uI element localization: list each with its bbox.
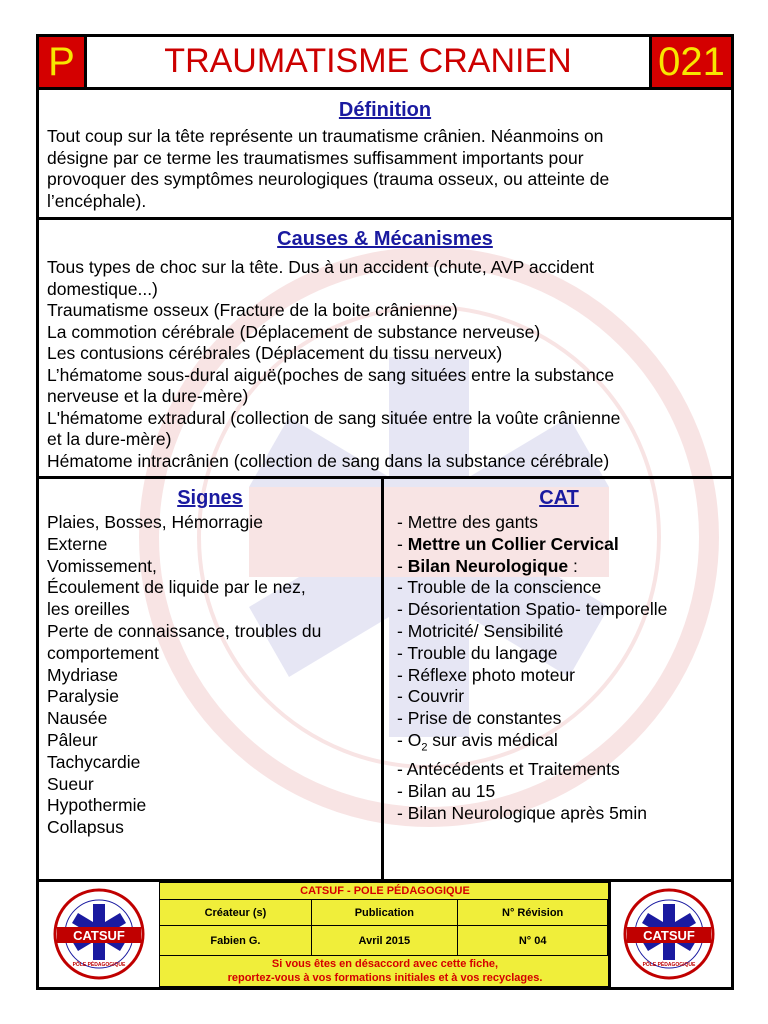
cat-item-suffix: sur avis médical xyxy=(427,729,558,750)
cat-item: - Bilan Neurologique après 5min xyxy=(397,802,647,823)
signes-item: Plaies, Bosses, Hémorragie xyxy=(47,512,263,532)
footer-info-table xyxy=(159,882,611,987)
cat-item: - Couvrir xyxy=(397,686,465,707)
logo-subtext: PÔLE PÉDAGOGIQUE xyxy=(72,962,126,968)
cat-item: - Antécédents et Traitements xyxy=(397,759,620,780)
causes-line: Les contusions cérébrales (Déplacement du tissu nerveux) xyxy=(47,343,503,363)
catsuf-logo-icon xyxy=(611,882,728,987)
footer-notice-line: Si vous êtes en désaccord avec cette fiche, xyxy=(271,958,499,970)
two-column-section xyxy=(39,479,731,882)
cat-item: - Prise de constantes xyxy=(397,708,562,729)
causes-section xyxy=(39,220,731,479)
definition-line: l’encéphale). xyxy=(47,190,147,211)
causes-line: L'hématome extradural (collection de sang située entre la voûte crânienne xyxy=(47,407,621,428)
sheet-number-badge: 021 xyxy=(649,37,731,87)
definition-heading: Définition xyxy=(338,99,432,121)
logo-left xyxy=(39,882,162,987)
cat-item-suffix: : xyxy=(568,555,578,576)
causes-line: Hématome intracrânien (collection de sang dans la substance cérébrale) xyxy=(47,450,610,471)
cat-item xyxy=(397,556,721,578)
signes-heading: Signes xyxy=(177,487,243,509)
cat-item xyxy=(397,730,721,759)
protocol-sheet xyxy=(36,34,734,990)
causes-line: Tous types de choc sur la tête. Dus à un accident (chute, AVP accident xyxy=(47,257,595,277)
signes-item: Collapsus xyxy=(47,817,124,838)
causes-heading: Causes & Mécanismes xyxy=(277,228,493,250)
cat-item: - Désorientation Spatio- temporelle xyxy=(397,599,668,620)
footer-col-revision: N° Révision xyxy=(457,900,608,926)
signes-item: Externe xyxy=(47,533,108,554)
definition-line: provoquer des symptômes neurologiques (trauma osseux, ou atteinte de xyxy=(47,169,610,189)
signes-item: les oreilles xyxy=(47,599,130,620)
causes-line: nerveuse et la dure-mère) xyxy=(47,386,249,406)
footer-creator: Fabien G. xyxy=(160,926,312,956)
footer-notice xyxy=(160,956,611,987)
header xyxy=(39,37,731,90)
cat-item: - Mettre des gants xyxy=(397,512,539,532)
cat-item: - Trouble de la conscience xyxy=(397,577,602,598)
cat-item: - Réflexe photo moteur xyxy=(397,664,576,685)
footer-publication: Avril 2015 xyxy=(311,926,457,956)
cat-item: - Trouble du langage xyxy=(397,642,558,663)
definition-line: désigne par ce terme les traumatismes suffisamment importants pour xyxy=(47,147,584,168)
signes-item: Sueur xyxy=(47,773,94,794)
logo-text: CATSUF xyxy=(73,928,125,943)
signes-item: Pâleur xyxy=(47,729,98,750)
signes-item: Perte de connaissance, troubles du xyxy=(47,620,322,641)
footer-revision: N° 04 xyxy=(457,926,608,956)
logo-text: CATSUF xyxy=(643,928,695,943)
cat-heading: CAT xyxy=(539,487,579,509)
signes-item: Écoulement de liquide par le nez, xyxy=(47,577,306,598)
footer-notice-line: reportez-vous à vos formations initiales et à vos recyclages. xyxy=(227,972,543,984)
signes-item: Nausée xyxy=(47,708,108,729)
cat-item-subscript: 2 xyxy=(421,741,428,754)
logo-right xyxy=(608,882,731,987)
cat-item-bold: Bilan Neurologique xyxy=(407,555,569,576)
signes-item: Tachycardie xyxy=(47,751,141,772)
definition-line: Tout coup sur la tête représente un traumatisme crânien. Néanmoins on xyxy=(47,126,604,146)
causes-line: domestique...) xyxy=(47,278,158,299)
cat-item: - Motricité/ Sensibilité xyxy=(397,620,564,641)
cat-item xyxy=(397,534,721,556)
signes-item: comportement xyxy=(47,642,159,663)
signes-item: Hypothermie xyxy=(47,795,147,816)
cat-item-prefix: - O xyxy=(397,729,422,750)
cat-item: - Bilan au 15 xyxy=(397,781,496,802)
signes-item: Paralysie xyxy=(47,686,119,707)
logo-subtext: PÔLE PÉDAGOGIQUE xyxy=(642,962,696,968)
cat-column xyxy=(387,479,731,879)
definition-text xyxy=(47,126,723,212)
causes-line: et la dure-mère) xyxy=(47,429,172,449)
causes-line: Traumatisme osseux (Fracture de la boite crânienne) xyxy=(47,300,458,320)
causes-text xyxy=(47,257,723,472)
page-title: TRAUMATISME CRANIEN xyxy=(164,42,572,80)
footer xyxy=(39,882,731,987)
catsuf-logo-icon xyxy=(39,882,159,987)
signes-column xyxy=(39,479,384,879)
causes-line: La commotion cérébrale (Déplacement de substance nerveuse) xyxy=(47,321,541,342)
footer-col-publication: Publication xyxy=(311,900,457,926)
cat-item-bold: Mettre un Collier Cervical xyxy=(407,533,619,554)
signes-item: Vomissement, xyxy=(47,555,157,576)
category-badge: P xyxy=(39,37,87,87)
signes-item: Mydriase xyxy=(47,664,118,685)
footer-org: CATSUF - POLE PÉDAGOGIQUE xyxy=(160,883,611,900)
causes-line: L’hématome sous-dural aiguë(poches de sang situées entre la substance xyxy=(47,364,615,385)
footer-col-creator: Créateur (s) xyxy=(160,900,312,926)
cat-item-prefix: - xyxy=(397,533,408,554)
cat-item-prefix: - xyxy=(397,555,408,576)
definition-section xyxy=(39,87,731,220)
